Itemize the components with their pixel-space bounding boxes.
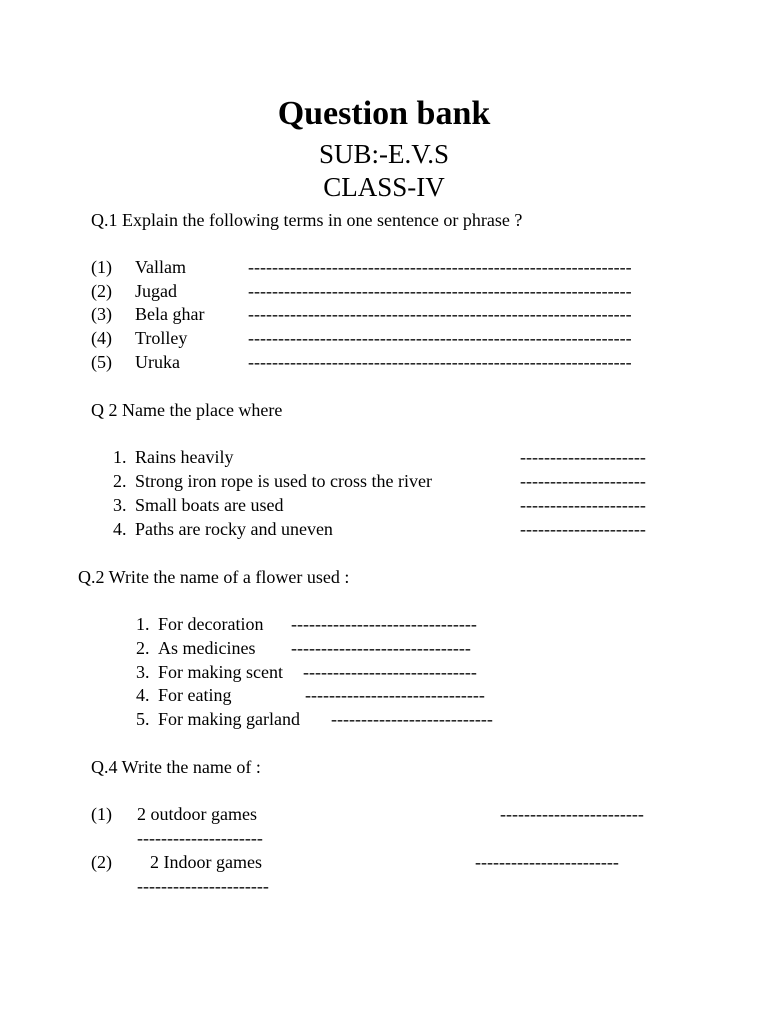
q3-item-number: 2. — [136, 638, 150, 658]
q2-item-number: 2. — [113, 471, 127, 491]
q2-item-number: 1. — [113, 447, 127, 467]
q1-heading: Q.1 Explain the following terms in one sentence or phrase ? — [91, 210, 523, 230]
q4-answer-blank: ------------------------ — [500, 804, 644, 824]
q3-item-text: For making scent — [158, 662, 283, 682]
q1-answer-blank: ---------------------------------------------------------------- — [248, 352, 632, 372]
q2-answer-blank: --------------------- — [520, 495, 646, 515]
q2-answer-blank: --------------------- — [520, 447, 646, 467]
q2-heading: Q 2 Name the place where — [91, 400, 283, 420]
q2-item-text: Paths are rocky and uneven — [135, 519, 333, 539]
q2-item-text: Rains heavily — [135, 447, 234, 467]
q4-answer-blank-continued: ---------------------- — [137, 876, 269, 896]
q2-item-text: Strong iron rope is used to cross the river — [135, 471, 432, 491]
q3-heading: Q.2 Write the name of a flower used : — [78, 567, 350, 587]
q1-item-term: Uruka — [135, 352, 180, 372]
q3-answer-blank: ------------------------------ — [305, 685, 485, 705]
q3-item-number: 5. — [136, 709, 150, 729]
q1-item-term: Jugad — [135, 281, 177, 301]
q1-item-number: (3) — [91, 304, 112, 324]
q3-item-text: For decoration — [158, 614, 264, 634]
q3-item-number: 3. — [136, 662, 150, 682]
page-title: Question bank — [277, 95, 491, 132]
q3-item-number: 1. — [136, 614, 150, 634]
q1-answer-blank: ---------------------------------------------------------------- — [248, 281, 632, 301]
subject-label: SUB:-E.V.S — [318, 139, 450, 169]
q1-answer-blank: ---------------------------------------------------------------- — [248, 257, 632, 277]
q2-item-number: 4. — [113, 519, 127, 539]
class-label: CLASS-IV — [323, 172, 445, 202]
q4-item-number: (1) — [91, 804, 112, 824]
q1-item-number: (4) — [91, 328, 112, 348]
q4-item-text: 2 Indoor games — [150, 852, 262, 872]
q4-heading: Q.4 Write the name of : — [91, 757, 261, 777]
q2-answer-blank: --------------------- — [520, 519, 646, 539]
q1-item-term: Vallam — [135, 257, 186, 277]
q2-item-number: 3. — [113, 495, 127, 515]
q1-item-term: Bela ghar — [135, 304, 205, 324]
q3-item-text: For eating — [158, 685, 232, 705]
q1-item-term: Trolley — [135, 328, 188, 348]
q1-item-number: (2) — [91, 281, 112, 301]
q4-answer-blank-continued: --------------------- — [137, 828, 263, 848]
q3-item-text: As medicines — [158, 638, 256, 658]
q3-answer-blank: ------------------------------- — [291, 614, 477, 634]
q1-item-number: (5) — [91, 352, 112, 372]
q3-answer-blank: ----------------------------- — [303, 662, 477, 682]
q1-answer-blank: ---------------------------------------------------------------- — [248, 328, 632, 348]
q2-item-text: Small boats are used — [135, 495, 284, 515]
q3-item-number: 4. — [136, 685, 150, 705]
q2-answer-blank: --------------------- — [520, 471, 646, 491]
q4-item-text: 2 outdoor games — [137, 804, 257, 824]
q3-answer-blank: --------------------------- — [331, 709, 493, 729]
q1-item-number: (1) — [91, 257, 112, 277]
q1-answer-blank: ---------------------------------------------------------------- — [248, 304, 632, 324]
q4-answer-blank: ------------------------ — [475, 852, 619, 872]
q3-answer-blank: ------------------------------ — [291, 638, 471, 658]
q3-item-text: For making garland — [158, 709, 300, 729]
q4-item-number: (2) — [91, 852, 112, 872]
